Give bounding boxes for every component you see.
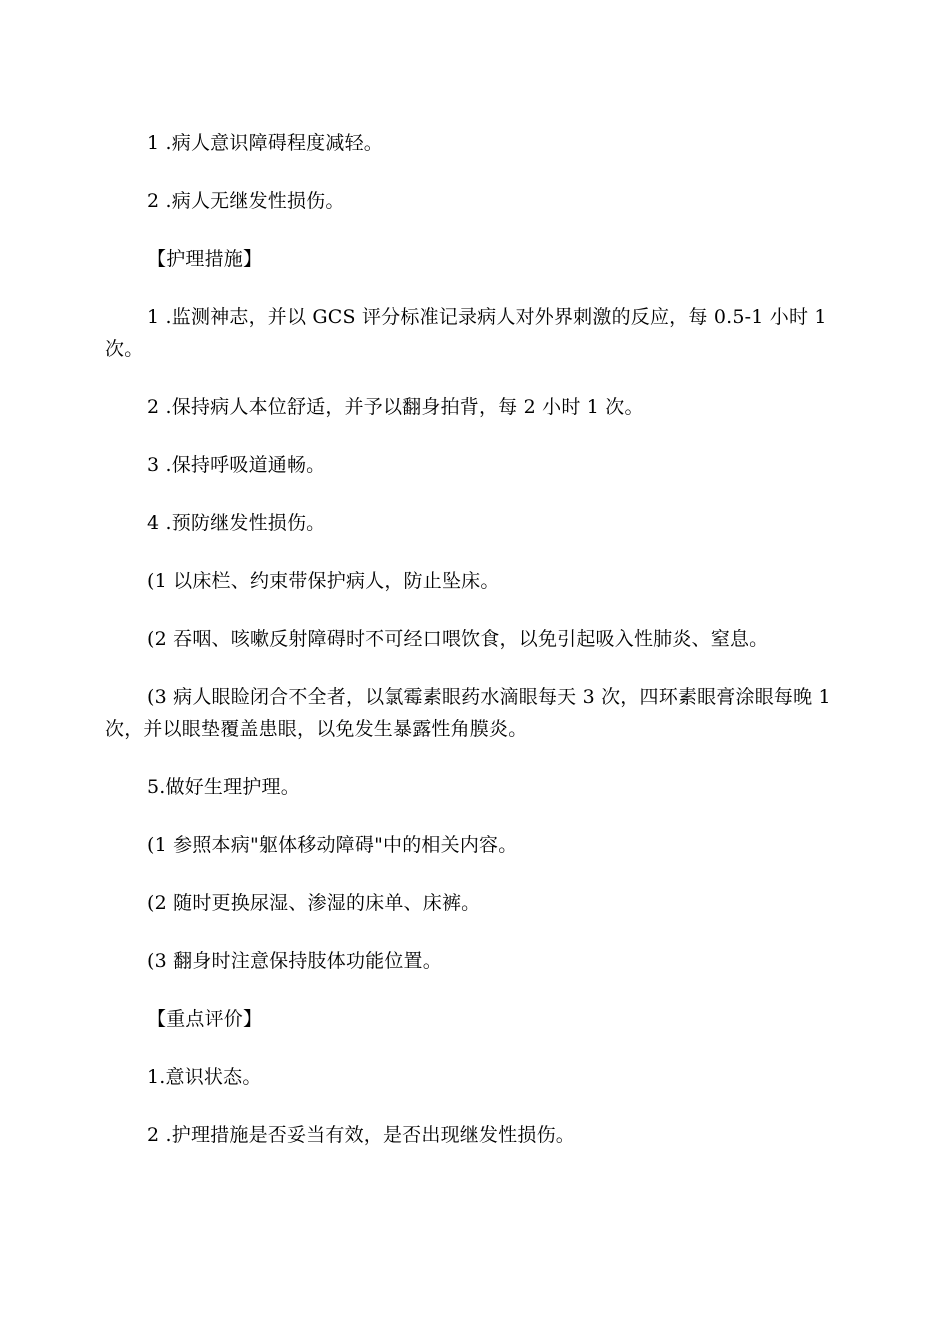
section-heading-nursing-measures: 【护理措施】 <box>147 248 263 270</box>
outcome-item-1: 1 .病人意识障碍程度减轻。 <box>147 132 383 154</box>
measure-subitem-5-2: (2 随时更换尿湿、渗湿的床单、床裤。 <box>147 892 481 914</box>
evaluation-item-1: 1.意识状态。 <box>147 1066 262 1088</box>
measure-item-2: 2 .保持病人本位舒适，并予以翻身拍背，每 2 小时 1 次。 <box>147 396 644 418</box>
document-body <box>105 127 840 1177</box>
measure-subitem-4-2: (2 吞咽、咳嗽反射障碍时不可经口喂饮食，以免引起吸入性肺炎、窒息。 <box>147 628 769 650</box>
outcome-item-2: 2 .病人无继发性损伤。 <box>147 190 345 212</box>
measure-subitem-5-1: (1 参照本病"躯体移动障碍"中的相关内容。 <box>147 834 518 856</box>
section-heading-key-evaluation: 【重点评价】 <box>147 1008 263 1030</box>
measure-subitem-5-3: (3 翻身时注意保持肢体功能位置。 <box>147 950 442 972</box>
measure-item-3: 3 .保持呼吸道通畅。 <box>147 454 326 476</box>
measure-subitem-4-1: (1 以床栏、约束带保护病人，防止坠床。 <box>147 570 500 592</box>
measure-subitem-4-3: (3 病人眼睑闭合不全者，以氯霉素眼药水滴眼每天 3 次，四环素眼膏涂眼每晚 1 次，并以眼垫覆盖患眼，以免发生暴露性角膜炎。 <box>105 686 831 740</box>
measure-item-5: 5.做好生理护理。 <box>147 776 300 798</box>
measure-item-1: 1 .监测神志，并以 GCS 评分标准记录病人对外界刺激的反应，每 0.5-1 小时 1 次。 <box>105 306 827 360</box>
evaluation-item-2: 2 .护理措施是否妥当有效，是否出现继发性损伤。 <box>147 1124 575 1146</box>
measure-item-4: 4 .预防继发性损伤。 <box>147 512 326 534</box>
